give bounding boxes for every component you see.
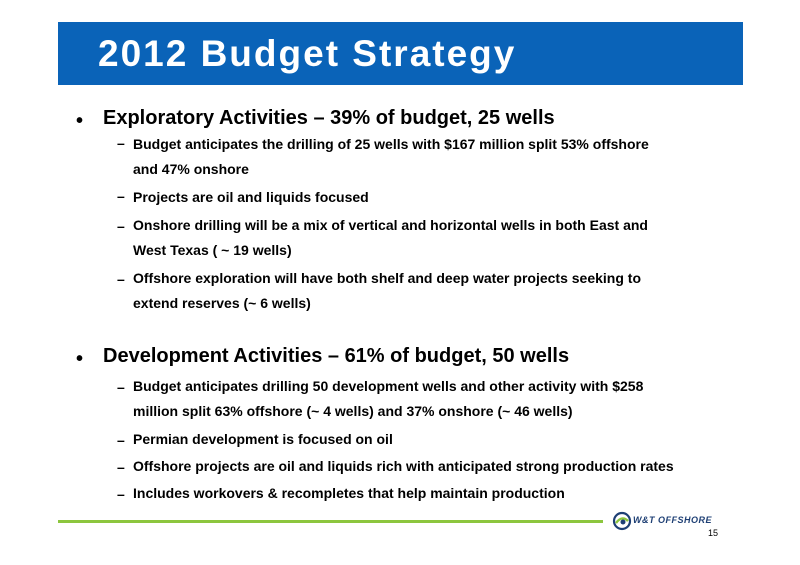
dash-icon: – <box>117 218 125 234</box>
section-heading-development: Development Activities – 61% of budget, 50 wells <box>103 345 570 367</box>
bullet-icon: • <box>76 348 84 370</box>
list-item: Offshore projects are oil and liquids rich with anticipated strong production rates <box>133 458 674 474</box>
list-item: Includes workovers & recompletes that help maintain production <box>133 485 565 501</box>
dash-icon: – <box>117 459 125 475</box>
footer-divider <box>58 520 603 523</box>
bullet-icon: • <box>76 110 84 132</box>
logo-wordmark: W&T OFFSHORE <box>633 515 712 525</box>
slide-title: 2012 Budget Strategy <box>98 33 517 74</box>
list-item: Offshore exploration will have both shelf and deep water projects seeking to extend reserves (~ 6 wells) <box>133 270 641 311</box>
dash-icon: – <box>117 379 125 395</box>
swirl-logo-icon <box>614 513 630 529</box>
list-item: Onshore drilling will be a mix of vertical and horizontal wells in both East and West Texas ( ~ 19 wells) <box>133 217 648 258</box>
list-item: Budget anticipates the drilling of 25 wells with $167 million split 53% offshore and 47% onshore <box>133 136 649 177</box>
dash-icon: – <box>117 271 125 287</box>
section-heading-exploratory: Exploratory Activities – 39% of budget, 25 wells <box>103 107 555 129</box>
dash-icon: – <box>117 432 125 448</box>
dash-icon: – <box>117 135 125 151</box>
dash-icon: – <box>117 188 125 204</box>
list-item: Permian development is focused on oil <box>133 431 393 447</box>
list-item: Budget anticipates drilling 50 development wells and other activity with $258 million split 63% offshore (~ 4 wells) and 37% onshore (~ 46 wells) <box>133 378 644 419</box>
dash-icon: – <box>117 486 125 502</box>
page-number: 15 <box>708 528 719 538</box>
list-item: Projects are oil and liquids focused <box>133 189 369 205</box>
